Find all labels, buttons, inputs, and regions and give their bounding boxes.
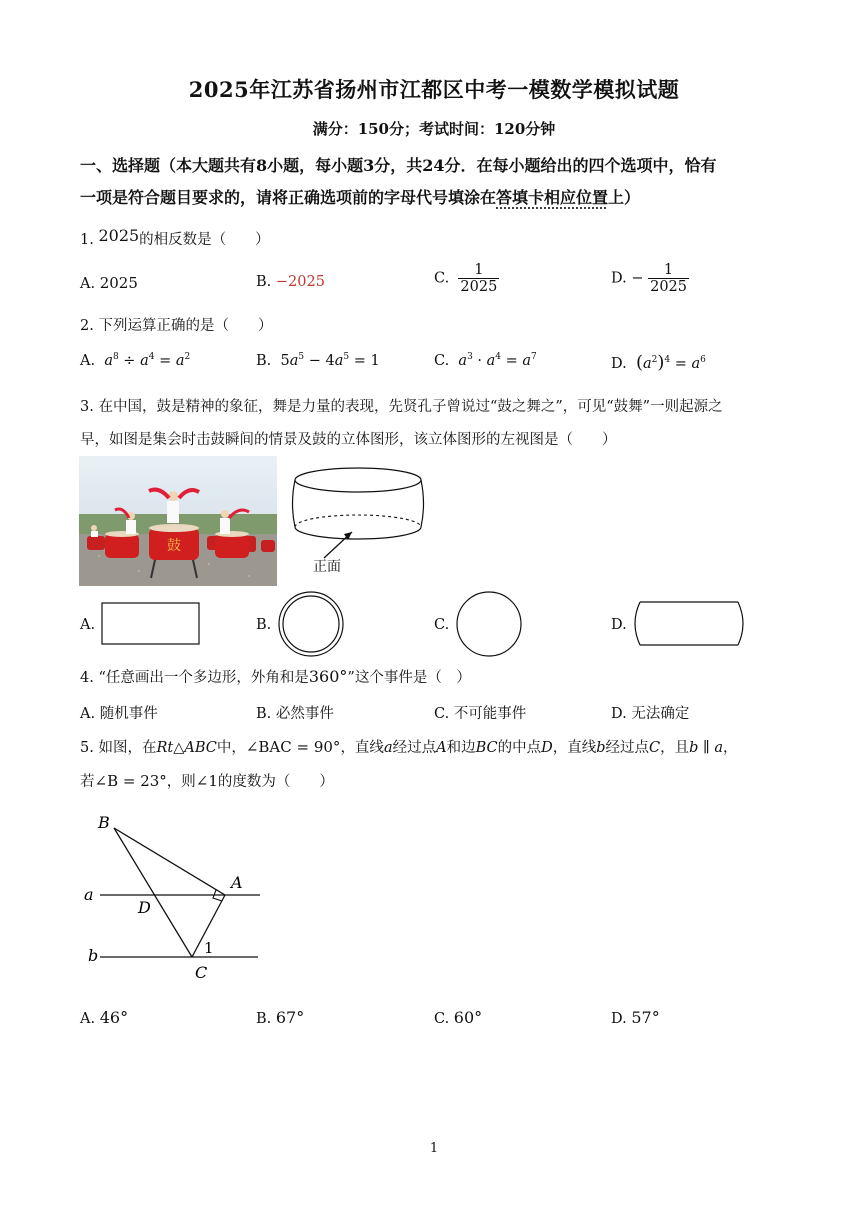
q1-option-a[interactable]: A. 2025 [80,274,138,292]
question-3-line1: 3. 在中国，鼓是精神的象征，舞是力量的表现，先贤孔子曾说过“鼓之舞之”，可见“鼓舞”一则起源之 [80,399,723,415]
q3-option-d-label: D. [611,617,627,633]
emphasis-dotted: 答填卡相应位置 [496,188,609,207]
q5-option-d[interactable]: D. 57° [611,1008,660,1027]
q4-option-c[interactable]: C. 不可能事件 [434,706,527,722]
q1-option-d[interactable]: D. − $\frac{1}{2025}$ [611,262,687,295]
question-2: 2. 下列运算正确的是（ ） [80,318,273,334]
q2-option-b[interactable]: B. $5a^5 - 4a^5 = 1$ [256,352,380,369]
page-subtitle: 满分：150分；考试时间：120分钟 [312,120,556,138]
q1-option-c[interactable]: C. $\frac{1}{2025}$ [434,262,498,295]
fraction: $\frac{1}{2025}$ [460,262,498,295]
question-4: 4. “任意画出一个多边形，外角和是360°”这个事件是（ ） [80,667,471,686]
q4-option-a[interactable]: A. 随机事件 [80,706,158,722]
fraction: $\frac{1}{2025}$ [650,262,687,295]
side-bc [114,828,192,957]
question-3-line2: 早，如图是集会时击鼓瞬间的情景及鼓的立体图形，该立体图形的左视图是（ ） [80,432,617,448]
question-5-line2: 若∠B = 23°，则∠1的度数为（ ） [80,772,334,790]
page-title: 2025年江苏省扬州市江都区中考一模数学模拟试题 [188,77,680,102]
label-c-point: C [195,963,208,982]
triangle-figure [80,806,270,986]
label-d-point: D [138,898,151,917]
side-ba [114,828,225,895]
q3-option-b-double-circle[interactable] [276,590,346,658]
q5-option-b[interactable]: B. 67° [256,1008,305,1027]
q3-option-a-rectangle[interactable] [101,602,201,646]
q3-option-c-circle[interactable] [454,590,524,658]
label-angle-1: 1 [204,939,214,957]
label-line-a: a [84,885,94,904]
front-label: 正面 [313,559,341,575]
drum-solid-figure [288,462,428,580]
question-5-line1: 5. 如图，在Rt△ABC中，∠BAC = 90°，直线a经过点A和边BC的中点D，直线b经过点C，且b ∥ a， [80,738,738,756]
q3-option-d-barrel[interactable] [632,600,746,648]
q4-option-d[interactable]: D. 无法确定 [611,706,690,722]
q5-option-a[interactable]: A. 46° [80,1008,129,1027]
label-line-b: b [88,946,99,965]
page-number: 1 [429,1141,439,1156]
q3-option-b-label: B. [256,617,272,633]
q2-option-d[interactable]: D. $(a^2)^4 = a^6$ [611,352,706,373]
q2-option-a[interactable]: A. $a^8 \div a^4 = a^2$ [80,352,191,369]
section-heading-line1: 一、选择题（本大题共有8小题，每小题3分，共24分．在每小题给出的四个选项中，恰有 [80,156,717,175]
q3-option-c-label: C. [434,617,450,633]
q4-option-b[interactable]: B. 必然事件 [256,706,334,722]
drum-photo [79,456,277,586]
label-a-point: A [231,873,243,892]
q5-option-c[interactable]: C. 60° [434,1008,483,1027]
section-heading-line2: 一项是符合题目要求的，请将正确选项前的字母代号填涂在答填卡相应位置上） [80,188,641,207]
label-b-point: B [98,813,110,832]
q2-option-c[interactable]: C. $a^3 \cdot a^4 = a^7$ [434,352,537,369]
question-1: 1. 2025的相反数是（ ） [80,226,270,248]
q1-option-b[interactable]: B. −2025 [256,274,325,290]
drum-char: 鼓 [167,538,181,554]
q3-option-a-label: A. [80,617,96,633]
